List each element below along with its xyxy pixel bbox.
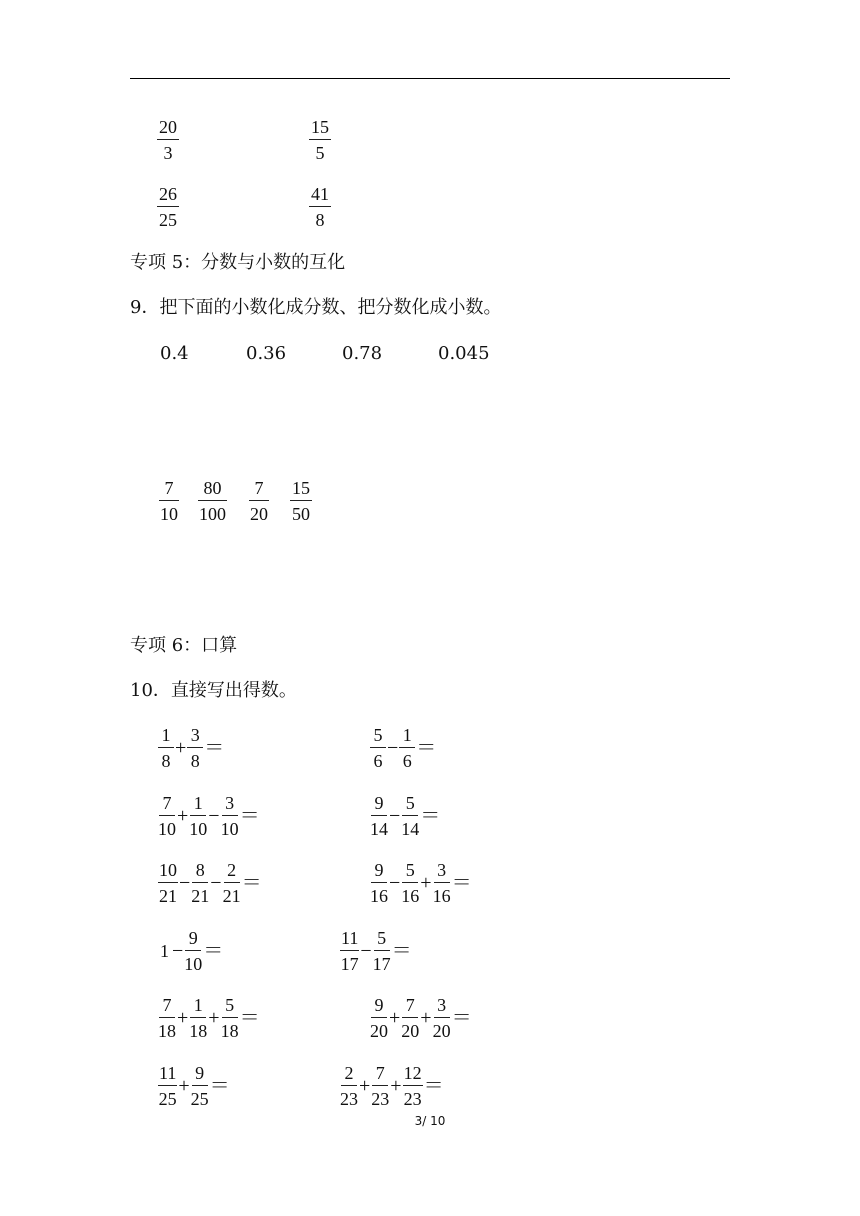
fraction: [370, 994, 388, 1042]
fraction: [373, 927, 391, 975]
denominator: 20: [401, 1021, 420, 1041]
math-expression: [158, 859, 263, 907]
numerator: 9: [185, 927, 201, 951]
math-expression: [160, 927, 224, 975]
denominator: 20: [370, 1021, 388, 1041]
fraction: [158, 859, 178, 907]
numerator: 2: [224, 859, 240, 883]
denominator: 6: [402, 751, 412, 771]
denominator: 5: [315, 143, 325, 163]
numerator: 11: [158, 1062, 177, 1086]
minus-sign: −: [172, 940, 184, 962]
numerator: 15: [309, 116, 331, 140]
numerator: 2: [341, 1062, 357, 1086]
minus-sign: −: [210, 872, 222, 894]
minus-sign: −: [208, 805, 220, 827]
denominator: 17: [340, 954, 359, 974]
math-expression: [158, 1062, 231, 1110]
numerator: 9: [371, 994, 387, 1018]
denominator: 100: [199, 504, 226, 524]
fraction: [160, 477, 178, 525]
minus-sign: −: [360, 940, 372, 962]
numerator: 20: [157, 116, 179, 140]
plus-sign: +: [420, 1007, 432, 1029]
fraction: [221, 994, 239, 1042]
fraction: [189, 792, 207, 840]
numerator: 1: [158, 724, 174, 748]
equals-sign: ＝: [416, 737, 437, 759]
denominator: 17: [372, 954, 391, 974]
whole-number: 1: [160, 940, 169, 961]
numerator: 7: [249, 477, 269, 501]
denominator: 23: [340, 1089, 358, 1109]
denominator: 10: [189, 819, 208, 839]
plus-sign: +: [175, 737, 187, 759]
numerator: 12: [403, 1062, 423, 1086]
numerator: 26: [157, 183, 179, 207]
fraction: [310, 116, 330, 164]
denominator: 6: [373, 751, 383, 771]
equals-sign: ＝: [203, 940, 224, 962]
minus-sign: −: [389, 805, 401, 827]
denominator: 16: [432, 886, 451, 906]
numerator: 3: [187, 724, 203, 748]
minus-sign: −: [179, 872, 191, 894]
numerator: 41: [309, 183, 331, 207]
numerator: 7: [159, 792, 175, 816]
denominator: 14: [370, 819, 388, 839]
denominator: 8: [190, 751, 200, 771]
numerator: 7: [159, 994, 175, 1018]
fraction: [403, 1062, 423, 1110]
numerator: 15: [290, 477, 312, 501]
fraction: [191, 859, 209, 907]
equals-sign: ＝: [451, 872, 472, 894]
numerator: 5: [222, 994, 238, 1018]
fraction: [340, 1062, 358, 1110]
denominator: 3: [163, 143, 173, 163]
decimal-value: 0.36: [246, 343, 287, 364]
fraction: [291, 477, 311, 525]
fraction: [401, 859, 419, 907]
plus-sign: +: [177, 805, 189, 827]
denominator: 8: [315, 210, 325, 230]
denominator: 20: [432, 1021, 451, 1041]
denominator: 23: [371, 1089, 390, 1109]
denominator: 21: [159, 886, 177, 906]
numerator: 7: [372, 1062, 388, 1086]
fraction: [371, 1062, 389, 1110]
question-label: 9．把下面的小数化成分数、把分数化成小数。: [130, 297, 502, 318]
numerator: 1: [190, 792, 206, 816]
math-expression: [370, 724, 437, 772]
math-expression: [340, 1062, 445, 1110]
denominator: 18: [158, 1021, 176, 1041]
numerator: 9: [371, 792, 387, 816]
equals-sign: ＝: [239, 805, 260, 827]
fraction: [189, 994, 207, 1042]
math-expression: [158, 792, 261, 840]
numerator: 8: [192, 859, 208, 883]
denominator: 25: [190, 1089, 209, 1109]
denominator: 10: [220, 819, 239, 839]
numerator: 3: [434, 994, 450, 1018]
numerator: 1: [190, 994, 206, 1018]
fraction: [158, 116, 178, 164]
equals-sign: ＝: [420, 805, 441, 827]
denominator: 21: [222, 886, 241, 906]
fraction: [223, 859, 241, 907]
fraction: [199, 477, 226, 525]
fraction: [340, 927, 359, 975]
fraction: [433, 994, 451, 1042]
fraction: [370, 724, 386, 772]
decimal-value: 0.78: [342, 343, 383, 364]
math-expression: [370, 792, 441, 840]
fraction: [158, 994, 176, 1042]
math-expression: [158, 994, 261, 1042]
math-expression: [158, 724, 225, 772]
denominator: 25: [158, 1089, 177, 1109]
plus-sign: +: [420, 872, 432, 894]
decimal-value: 0.4: [160, 343, 189, 364]
plus-sign: +: [178, 1075, 190, 1097]
fraction: [191, 1062, 209, 1110]
fraction: [158, 792, 176, 840]
fraction: [250, 477, 268, 525]
numerator: 5: [374, 927, 390, 951]
question-label: 10．直接写出得数。: [130, 680, 297, 701]
section-heading: 专项 6：口算: [130, 635, 238, 656]
fraction: [401, 994, 419, 1042]
plus-sign: +: [208, 1007, 220, 1029]
denominator: 10: [184, 954, 203, 974]
plus-sign: +: [177, 1007, 189, 1029]
equals-sign: ＝: [209, 1075, 230, 1097]
denominator: 18: [220, 1021, 239, 1041]
denominator: 10: [160, 504, 178, 524]
numerator: 7: [159, 477, 179, 501]
plus-sign: +: [389, 1007, 401, 1029]
numerator: 7: [402, 994, 418, 1018]
numerator: 80: [198, 477, 227, 501]
fraction: [187, 724, 203, 772]
plus-sign: +: [359, 1075, 371, 1097]
numerator: 9: [371, 859, 387, 883]
fraction: [433, 859, 451, 907]
numerator: 5: [402, 792, 418, 816]
numerator: 9: [192, 1062, 208, 1086]
equals-sign: ＝: [239, 1007, 260, 1029]
numerator: 10: [158, 859, 178, 883]
denominator: 23: [403, 1089, 422, 1109]
denominator: 25: [159, 210, 177, 230]
numerator: 1: [399, 724, 415, 748]
fraction: [310, 183, 330, 231]
numerator: 11: [340, 927, 359, 951]
math-expression: [370, 994, 473, 1042]
equals-sign: ＝: [204, 737, 225, 759]
minus-sign: −: [389, 872, 401, 894]
denominator: 50: [292, 504, 310, 524]
denominator: 16: [401, 886, 420, 906]
equals-sign: ＝: [423, 1075, 444, 1097]
math-expression: [340, 927, 413, 975]
section-heading: 专项 5：分数与小数的互化: [130, 252, 346, 273]
fraction: [370, 792, 388, 840]
header-rule: [130, 78, 730, 79]
denominator: 14: [401, 819, 420, 839]
numerator: 3: [222, 792, 238, 816]
denominator: 21: [191, 886, 210, 906]
fraction: [158, 724, 174, 772]
fraction: [399, 724, 415, 772]
denominator: 8: [161, 751, 171, 771]
fraction: [158, 183, 178, 231]
minus-sign: −: [387, 737, 399, 759]
fraction: [221, 792, 239, 840]
denominator: 10: [158, 819, 176, 839]
equals-sign: ＝: [391, 940, 412, 962]
denominator: 20: [250, 504, 268, 524]
denominator: 16: [370, 886, 388, 906]
denominator: 18: [189, 1021, 208, 1041]
fraction: [370, 859, 388, 907]
fraction: [184, 927, 202, 975]
fraction: [401, 792, 419, 840]
numerator: 5: [370, 724, 386, 748]
plus-sign: +: [390, 1075, 402, 1097]
decimal-value: 0.045: [438, 343, 490, 364]
equals-sign: ＝: [451, 1007, 472, 1029]
numerator: 5: [402, 859, 418, 883]
math-expression: [370, 859, 473, 907]
page-number: 3/ 10: [414, 1114, 446, 1128]
numerator: 3: [434, 859, 450, 883]
equals-sign: ＝: [241, 872, 262, 894]
fraction: [158, 1062, 177, 1110]
